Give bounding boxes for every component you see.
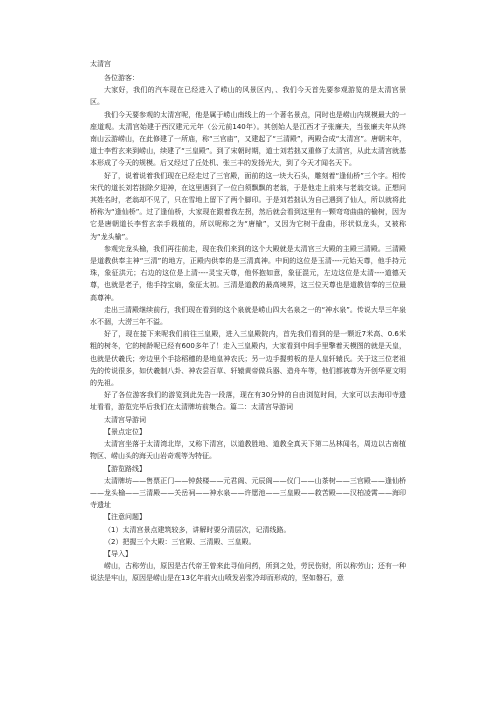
- paragraph-history: 我们今天要参观的太清宫呢，他是属于崂山南线上的一个著名景点，同时也是崂山内规模最大的一座道观。太清宫始建于西汉建元元年（公元前140年）。其创始人是江西才子张廉夫，当张廉夫年从终南山云游崂山，在此修建了一所庙，称“三官庙”，又建起了“三清殿”，两殿合成“太清宫”。唐朝末年，道士李哲玄来到崂山，续建了“三皇殿”。到了宋朝时期，道士刘若拙又重修了太清宫，从此太清宫就基本形成了今天的规模。后又经过了丘处机、张三丰的发扬光大，到了今天才闻名天下。: [90, 110, 406, 168]
- section-label-notes: 【注意问题】: [104, 513, 146, 522]
- paragraph-closing: 好了各位游客我们的游览到此先告一段落，现在有30分钟的自由浏览时间，大家可以去海印寺遗址看看，游览完毕后我们在太清牌坊前集合。篇二：太清宫导游词: [90, 391, 406, 412]
- paragraph-route: 太清牌坊——售票正门——钟鼓楼——元君阁、元辰阁——仪门——山茶树——三官殿——逢仙桥——龙头榆——三清殿——关岳祠——神水泉——许愿池——三皇殿——救苦殿——汉柏凌霄——海印寺遗址: [90, 476, 406, 510]
- note-item: （2）把握三个大殿：三官殿、三清殿、三皇殿。: [104, 537, 256, 546]
- paragraph-shenshui-spring: 走出三清殿继续前行，我们现在看到的这个泉就是崂山四大名泉之一的“神水泉”。传说大旱三年泉水不涸，大涝三年不溢。: [90, 305, 406, 327]
- note-item: （1）太清宫景点建筑较多，讲解时要分清层次，记清线路。: [104, 525, 291, 534]
- paragraph-sanhuang-hall: 好了，现在接下来呢我们前往三皇殿，进入三皇殿院内，首先我们看到的是一颗近7米高、0.6米粗的树冬，它的树龄呢已经有600多年了！走入三皇殿内，大家看到中间手里擎着天模图的就是天皇，也就是伏羲氏；旁边里个手捻稻穗的是地皇神农氏；另一边手握剪板的是人皇轩辕氏。关于这三位老祖先的传说很多，如伏羲制八卦、神农尝百草、轩辕黄帝做兵器、造舟车等，他们都被尊为开创华夏文明的先祖。: [90, 330, 406, 388]
- paragraph-location: 太清宫坐落于太清湾北岸，又称下清宫，以道教胜地、道教全真天下第二丛林闻名，周边以古南植物区、崂山头的海天山岩奇观等为特征。: [90, 440, 406, 461]
- greeting-paragraph: 各位游客：: [104, 74, 139, 82]
- paragraph-intro: 大家好，我们的汽车现在已经进入了崂山的风景区内，、我们今天首先要参观游览的是太清宫景区。: [90, 86, 406, 107]
- document-title: 太清宫: [90, 60, 111, 68]
- section-label-location: 【景点定位】: [104, 427, 146, 436]
- paragraph-fengxian-bridge: 好了，说着说着我们现在已经走过了三官殿，面前的这一块大石头，雕刻着“逢仙桥”三个字。相传宋代的道长刘若拙除夕迎神，在这里遇到了一位白须飘飘的老翁，于是他走上前来与老翁交谈。正想问其姓名时，老翁却不见了，只在雪地上留下了两个脚印。于是刘若拙认为自己遇到了仙人，所以就将此桥称为“逢仙桥”。过了逢仙桥，大家现在跟着我左拐，然后就会看到这里有一颗弯弯曲曲的榆树，因为它是唐朝道长李哲玄亲手栽植的，所以呢称之为“唐榆”，又因为它树干盘曲，形状似龙头，又被称为“龙头榆”。: [90, 171, 406, 241]
- paragraph-sanqing-hall: 参观完龙头榆，我们再往前走，现在我们来到的这个大殿就是太清宫三大殿的主殿三清殿。三清殿是道教供奉主神“三清”的地方，正殿内供奉的是三清真神。中间的这位是玉清----元始天尊，他手持元珠，象征洪元；右边的这位是上清----灵宝天尊，他怀抱如意，象征混元，左边这位是太清----道德天尊，也就是老子，他手持宝扇，象征太初。三清是道教的最高境界，这三位天尊也是道教信奉的三位最高尊神。: [90, 244, 406, 302]
- section-heading: 太清宫导游词: [104, 415, 146, 424]
- paragraph-laoshan: 崂山，古称劳山，原因是古代帝王曾来此寻仙问药，所到之处，劳民伤财，所以称劳山；还有一种说法是牢山，原因是崂山是在13亿年前火山喷发岩浆冷却而形成的，坚如磐石，意: [90, 562, 406, 583]
- section-label-route: 【游览路线】: [104, 464, 146, 473]
- section-label-intro: 【导入】: [104, 549, 132, 558]
